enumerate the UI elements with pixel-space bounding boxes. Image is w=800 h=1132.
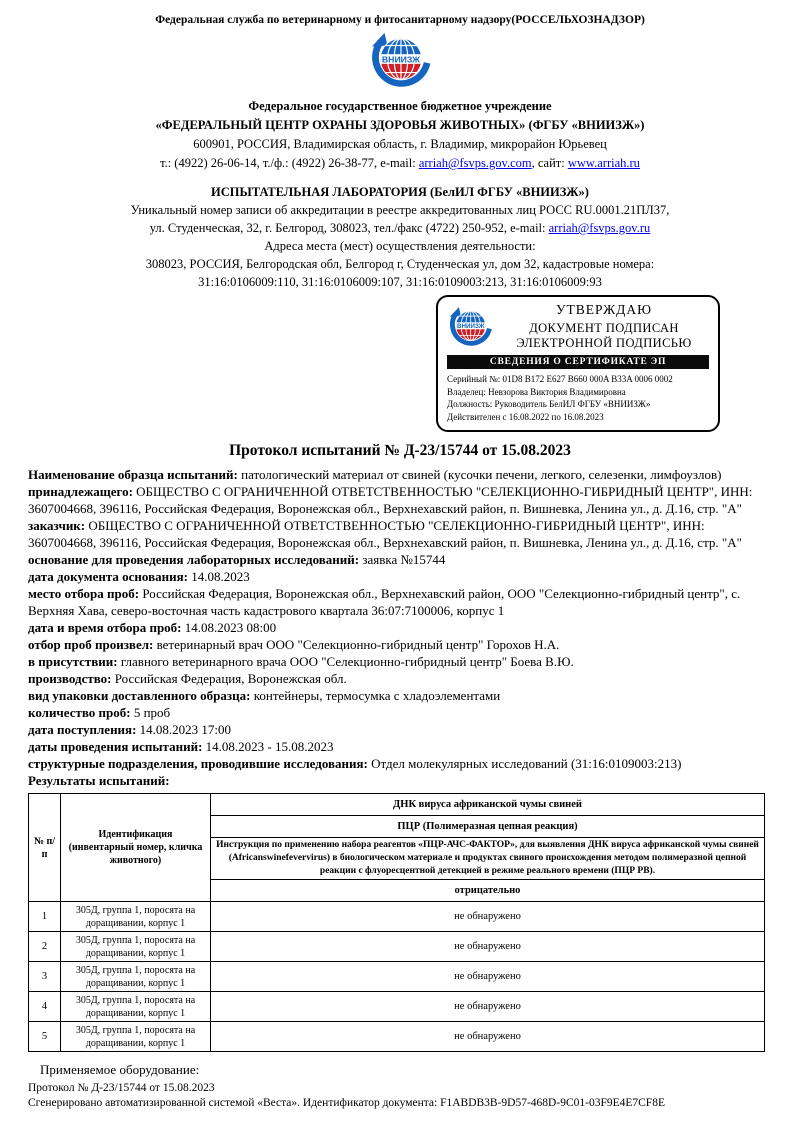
field-value: Российская Федерация, Воронежская обл., Верхнехавский район, ООО "Селекционно-гибридный центр", с. Верхняя Хава, северо-восточная часть кадастрового квартала 36:07:7100006, корпус 1 xyxy=(28,586,741,618)
site-link[interactable]: www.arriah.ru xyxy=(567,156,640,170)
page-title: Протокол испытаний № Д-23/15744 от 15.08.2023 xyxy=(229,442,571,459)
field-line xyxy=(28,466,772,483)
stamp-signed-line1: ДОКУМЕНТ ПОДПИСАН xyxy=(529,321,679,335)
col-header-identification: Идентификация (инвентарный номер, кличка животного) xyxy=(61,794,211,902)
field-value: 14.08.2023 17:00 xyxy=(136,722,232,737)
institution-name: «ФЕДЕРАЛЬНЫЙ ЦЕНТР ОХРАНЫ ЗДОРОВЬЯ ЖИВОТНЫХ» (ФГБУ «ВНИИЗЖ») xyxy=(155,118,645,132)
field-value: главного ветеринарного врача ООО "Селекционно-гибридный центр" Боева В.Ю. xyxy=(117,654,574,669)
field-label: Результаты испытаний: xyxy=(28,773,170,788)
lab-title: ИСПЫТАТЕЛЬНАЯ ЛАБОРАТОРИЯ (БелИЛ ФГБУ «ВНИИЗЖ») xyxy=(211,185,589,199)
email-link[interactable]: arriah@fsvps.gov.com xyxy=(418,156,532,170)
row-identification: 305Д, группа 1, поросята на доращивании, корпус 1 xyxy=(61,962,211,992)
row-number: 5 xyxy=(29,1022,61,1052)
field-line xyxy=(28,551,772,568)
field-label: место отбора проб: xyxy=(28,586,140,601)
contact-prefix: т.: (4922) 26-06-14, т./ф.: (4922) 26-38-77, e-mail: xyxy=(160,156,419,170)
row-number: 3 xyxy=(29,962,61,992)
vniizh-globe-icon-small xyxy=(447,305,493,348)
field-value: ОБЩЕСТВО С ОГРАНИЧЕННОЙ ОТВЕТСТВЕННОСТЬЮ "СЕЛЕКЦИОННО-ГИБРИДНЫЙ ЦЕНТР", ИНН: 3607004668, 396116, Российская Федерация, Воронежская обл., Верхнехавский район, п. Вишневка, Ленина ул., д. Д.16, стр. "А" xyxy=(28,518,742,550)
site-label: , сайт: xyxy=(531,156,568,170)
row-identification: 305Д, группа 1, поросята на доращивании, корпус 1 xyxy=(61,902,211,932)
agency-header: Федеральная служба по ветеринарному и фитосанитарному надзору(РОССЕЛЬХОЗНАДЗОР) xyxy=(155,14,645,26)
field-label: Наименование образца испытаний: xyxy=(28,467,238,482)
field-value: ОБЩЕСТВО С ОГРАНИЧЕННОЙ ОТВЕТСТВЕННОСТЬЮ "СЕЛЕКЦИОННО-ГИБРИДНЫЙ ЦЕНТР", ИНН: 3607004668, 396116, Российская Федерация, Воронежская обл., Верхнехавский район, п. Вишневка, Ленина ул., д. Д.16, стр. "А" xyxy=(28,484,753,516)
field-value: патологический материал от свиней (кусочки печени, легкого, селезенки, лимфоузлов) xyxy=(237,467,722,482)
lab-activity-label: Адреса места (мест) осуществления деятельности: xyxy=(264,239,536,253)
field-line xyxy=(28,687,772,704)
stamp-serial: Серийный №: 01D8 B172 E627 B660 000A B33A 0006 0002 xyxy=(447,374,673,384)
field-label: количество проб: xyxy=(28,705,131,720)
field-value: 14.08.2023 - 15.08.2023 xyxy=(202,739,334,754)
institution-type: Федеральное государственное бюджетное учреждение xyxy=(248,99,552,113)
field-value: 5 проб xyxy=(130,705,171,720)
equipment-label: Применяемое оборудование: xyxy=(40,1062,200,1077)
table-row xyxy=(29,992,765,1022)
field-line xyxy=(28,670,772,687)
field-value: контейнеры, термосумка с хладоэлементами xyxy=(250,688,501,703)
field-label: производство: xyxy=(28,671,112,686)
field-label: даты проведения испытаний: xyxy=(28,739,203,754)
field-line xyxy=(28,568,772,585)
field-label: дата документа основания: xyxy=(28,569,188,584)
institution-address: 600901, РОССИЯ, Владимирская область, г. Владимир, микрорайон Юрьевец xyxy=(193,137,607,151)
vniizh-logo xyxy=(28,30,772,95)
field-line xyxy=(28,738,772,755)
field-label: основание для проведения лабораторных исследований: xyxy=(28,552,360,567)
vniizh-globe-icon xyxy=(366,30,434,90)
footer-protocol-ref: Протокол № Д-23/15744 от 15.08.2023 xyxy=(28,1082,215,1094)
field-line xyxy=(28,585,772,619)
row-result: не обнаружено xyxy=(211,992,765,1022)
row-number: 4 xyxy=(29,992,61,1022)
col-header-num: № п/п xyxy=(29,794,61,902)
field-label: дата и время отбора проб: xyxy=(28,620,182,635)
footer-generated: Сгенерировано автоматизированной системой «Веста». Идентификатор документа: F1ABDB3B-9D57-468D-9C01-03F9E4E7CF8E xyxy=(28,1097,665,1109)
row-result: не обнаружено xyxy=(211,962,765,992)
lab-cadastral-numbers: 31:16:0106009:110, 31:16:0106009:107, 31:16:0109003:213, 31:16:0106009:93 xyxy=(198,275,602,289)
field-line xyxy=(28,517,772,551)
stamp-validity: Действителен с 16.08.2022 по 16.08.2023 xyxy=(447,411,604,422)
field-line xyxy=(28,772,772,789)
test-name: ДНК вируса африканской чумы свиней xyxy=(211,794,765,816)
field-label: принадлежащего: xyxy=(28,484,133,499)
stamp-details xyxy=(447,373,709,423)
table-row xyxy=(29,962,765,992)
test-norm: отрицательно xyxy=(211,880,765,902)
field-line xyxy=(28,653,772,670)
field-label: дата поступления: xyxy=(28,722,137,737)
results-table xyxy=(28,793,765,1052)
row-identification: 305Д, группа 1, поросята на доращивании, корпус 1 xyxy=(61,932,211,962)
protocol-fields xyxy=(28,466,772,789)
stamp-approve: УТВЕРЖДАЮ xyxy=(555,302,653,317)
field-value: ветеринарный врач ООО "Селекционно-гибридный центр" Горохов Н.А. xyxy=(153,637,560,652)
field-line xyxy=(28,755,772,772)
field-line xyxy=(28,483,772,517)
table-row xyxy=(29,902,765,932)
table-row xyxy=(29,1022,765,1052)
field-line xyxy=(28,619,772,636)
lab-address xyxy=(28,219,772,237)
stamp-cert-header: СВЕДЕНИЯ О СЕРТИФИКАТЕ ЭП xyxy=(447,355,709,369)
field-line xyxy=(28,721,772,738)
field-label: в присутствии: xyxy=(28,654,118,669)
row-identification: 305Д, группа 1, поросята на доращивании, корпус 1 xyxy=(61,992,211,1022)
row-number: 1 xyxy=(29,902,61,932)
field-value: Российская Федерация, Воронежская обл. xyxy=(111,671,347,686)
lab-email-link[interactable]: arriah@fsvps.gov.ru xyxy=(548,221,651,235)
signature-stamp xyxy=(436,295,720,432)
field-label: вид упаковки доставленного образца: xyxy=(28,688,251,703)
institution-contacts xyxy=(28,154,772,173)
row-result: не обнаружено xyxy=(211,932,765,962)
field-label: отбор проб произвел: xyxy=(28,637,154,652)
field-value: 14.08.2023 xyxy=(187,569,250,584)
field-label: структурные подразделения, проводившие исследования: xyxy=(28,756,368,771)
row-result: не обнаружено xyxy=(211,1022,765,1052)
field-label: заказчик: xyxy=(28,518,86,533)
lab-accreditation: Уникальный номер записи об аккредитации в реестре аккредитованных лиц РОСС RU.0001.21ПЛ37, xyxy=(130,203,670,217)
field-line xyxy=(28,704,772,721)
table-row xyxy=(29,932,765,962)
stamp-position: Должность: Руководитель БелИЛ ФГБУ «ВНИИЗЖ» xyxy=(447,399,651,409)
test-method: ПЦР (Полимеразная цепная реакция) xyxy=(211,816,765,838)
field-line xyxy=(28,636,772,653)
lab-activity-address: 308023, РОССИЯ, Белгородская обл, Белгород г, Студенческая ул, дом 32, кадастровые номера: xyxy=(145,257,655,271)
field-value: заявка №15744 xyxy=(359,552,446,567)
row-identification: 305Д, группа 1, поросята на доращивании, корпус 1 xyxy=(61,1022,211,1052)
stamp-signed-line2: ЭЛЕКТРОННОЙ ПОДПИСЬЮ xyxy=(516,336,692,350)
field-value: Отдел молекулярных исследований (31:16:0109003:213) xyxy=(367,756,682,771)
row-result: не обнаружено xyxy=(211,902,765,932)
lab-address-prefix: ул. Студенческая, 32, г. Белгород, 308023, тел./факс (4722) 250-952, e-mail: xyxy=(149,221,549,235)
row-number: 2 xyxy=(29,932,61,962)
stamp-owner: Владелец: Невзорова Виктория Владимировна xyxy=(447,386,626,397)
test-instruction: Инструкция по применению набора реагентов «ПЦР-АЧС-ФАКТОР», для выявления ДНК вируса африканской чумы свиней (Africanswinefevervirus) в биологическом материале и продуктах свиного происхождения методом полимеразной цепной реакции с флуоресцентной детекцией в режиме реального времени (ПЦР РВ). xyxy=(211,838,765,880)
field-value: 14.08.2023 08:00 xyxy=(181,620,277,635)
laboratory-block xyxy=(28,183,772,291)
